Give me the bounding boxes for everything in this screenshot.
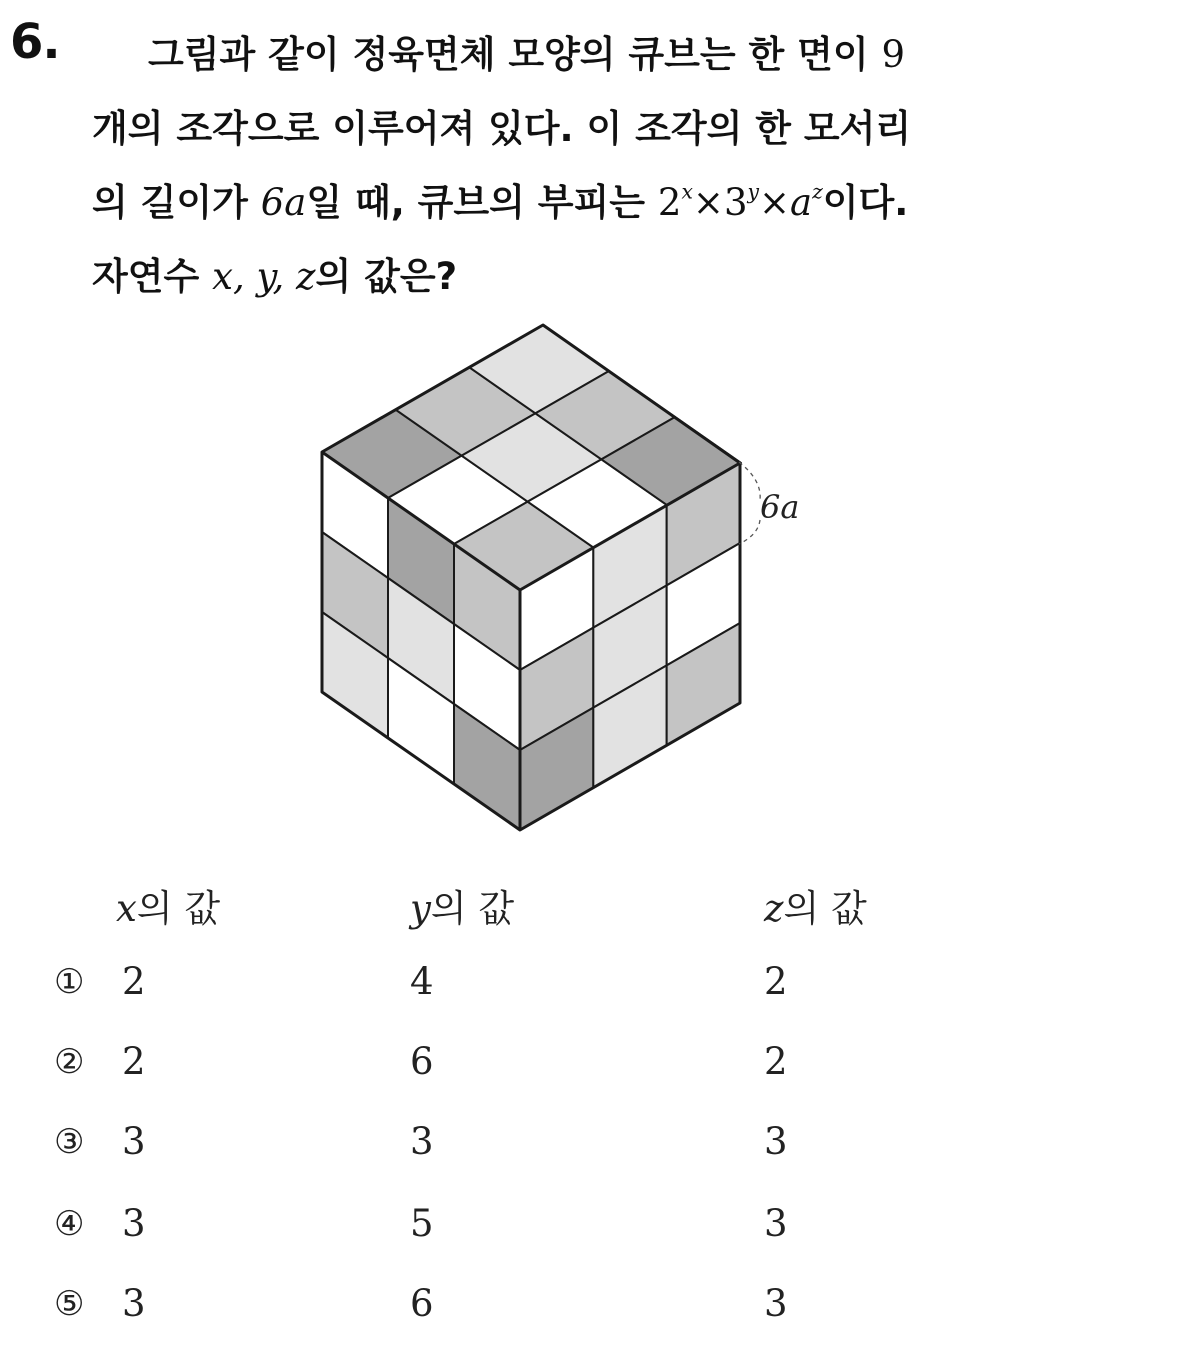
variables-list: x, y, z (212, 255, 316, 298)
choice-1-x: 2 (122, 960, 146, 1003)
base-a: a (790, 181, 813, 224)
choice-2-z: 2 (764, 1040, 788, 1083)
exponent-x: x (681, 179, 693, 204)
choice-3-x: 3 (122, 1120, 146, 1163)
choice-1-y: 4 (410, 960, 434, 1003)
choice-5-marker[interactable]: ⑤ (54, 1284, 85, 1324)
stem-text-3c: 이다. (822, 181, 909, 224)
header-var-z: z (764, 887, 784, 930)
choice-2-marker[interactable]: ② (54, 1042, 85, 1082)
choice-2-y: 6 (410, 1040, 434, 1083)
cube-faces (322, 325, 741, 830)
base-three: 3 (723, 181, 748, 224)
exponent-z: z (812, 179, 823, 204)
choice-5-x: 3 (122, 1282, 146, 1325)
choice-1-marker[interactable]: ① (54, 962, 85, 1002)
stem-text-3a: 의 길이가 (92, 181, 248, 224)
choice-3-y: 3 (410, 1120, 434, 1163)
base-two: 2 (657, 181, 682, 224)
choice-2-x: 2 (122, 1040, 146, 1083)
choice-5-y: 6 (410, 1282, 434, 1325)
choice-4-z: 3 (764, 1202, 788, 1245)
header-suffix-z: 의 값 (783, 887, 867, 930)
choice-3-marker[interactable]: ③ (54, 1122, 85, 1162)
choice-5-z: 3 (764, 1282, 788, 1325)
times-sign: × (692, 181, 724, 224)
stem-text-1: 그림과 같이 정육면체 모양의 큐브는 한 면이 (148, 33, 869, 76)
edge-label: 6a (760, 488, 800, 526)
header-var-x: x (116, 887, 137, 930)
times-sign: × (758, 181, 790, 224)
choice-4-x: 3 (122, 1202, 146, 1245)
choice-4-marker[interactable]: ④ (54, 1204, 85, 1244)
choice-3-z: 3 (764, 1120, 788, 1163)
stem-text-4a: 자연수 (92, 255, 200, 298)
question-number: 6. (10, 14, 60, 70)
choice-1-z: 2 (764, 960, 788, 1003)
choice-4-y: 5 (410, 1202, 434, 1245)
header-suffix-x: 의 값 (136, 887, 221, 930)
dimension-arc-upper (739, 462, 760, 500)
stem-text-4b: 의 값은? (315, 255, 458, 298)
header-suffix-y: 의 값 (430, 887, 515, 930)
edge-length-expr: 6a (260, 181, 307, 224)
face-piece-count: 9 (881, 33, 906, 76)
stem-text-3b: 일 때, 큐브의 부피는 (306, 181, 645, 224)
exponent-y: y (747, 179, 759, 204)
stem-line-2: 개의 조각으로 이루어져 있다. 이 조각의 한 모서리 (92, 107, 912, 150)
header-var-y: y (410, 887, 431, 930)
dimension-arc-lower (739, 520, 760, 544)
